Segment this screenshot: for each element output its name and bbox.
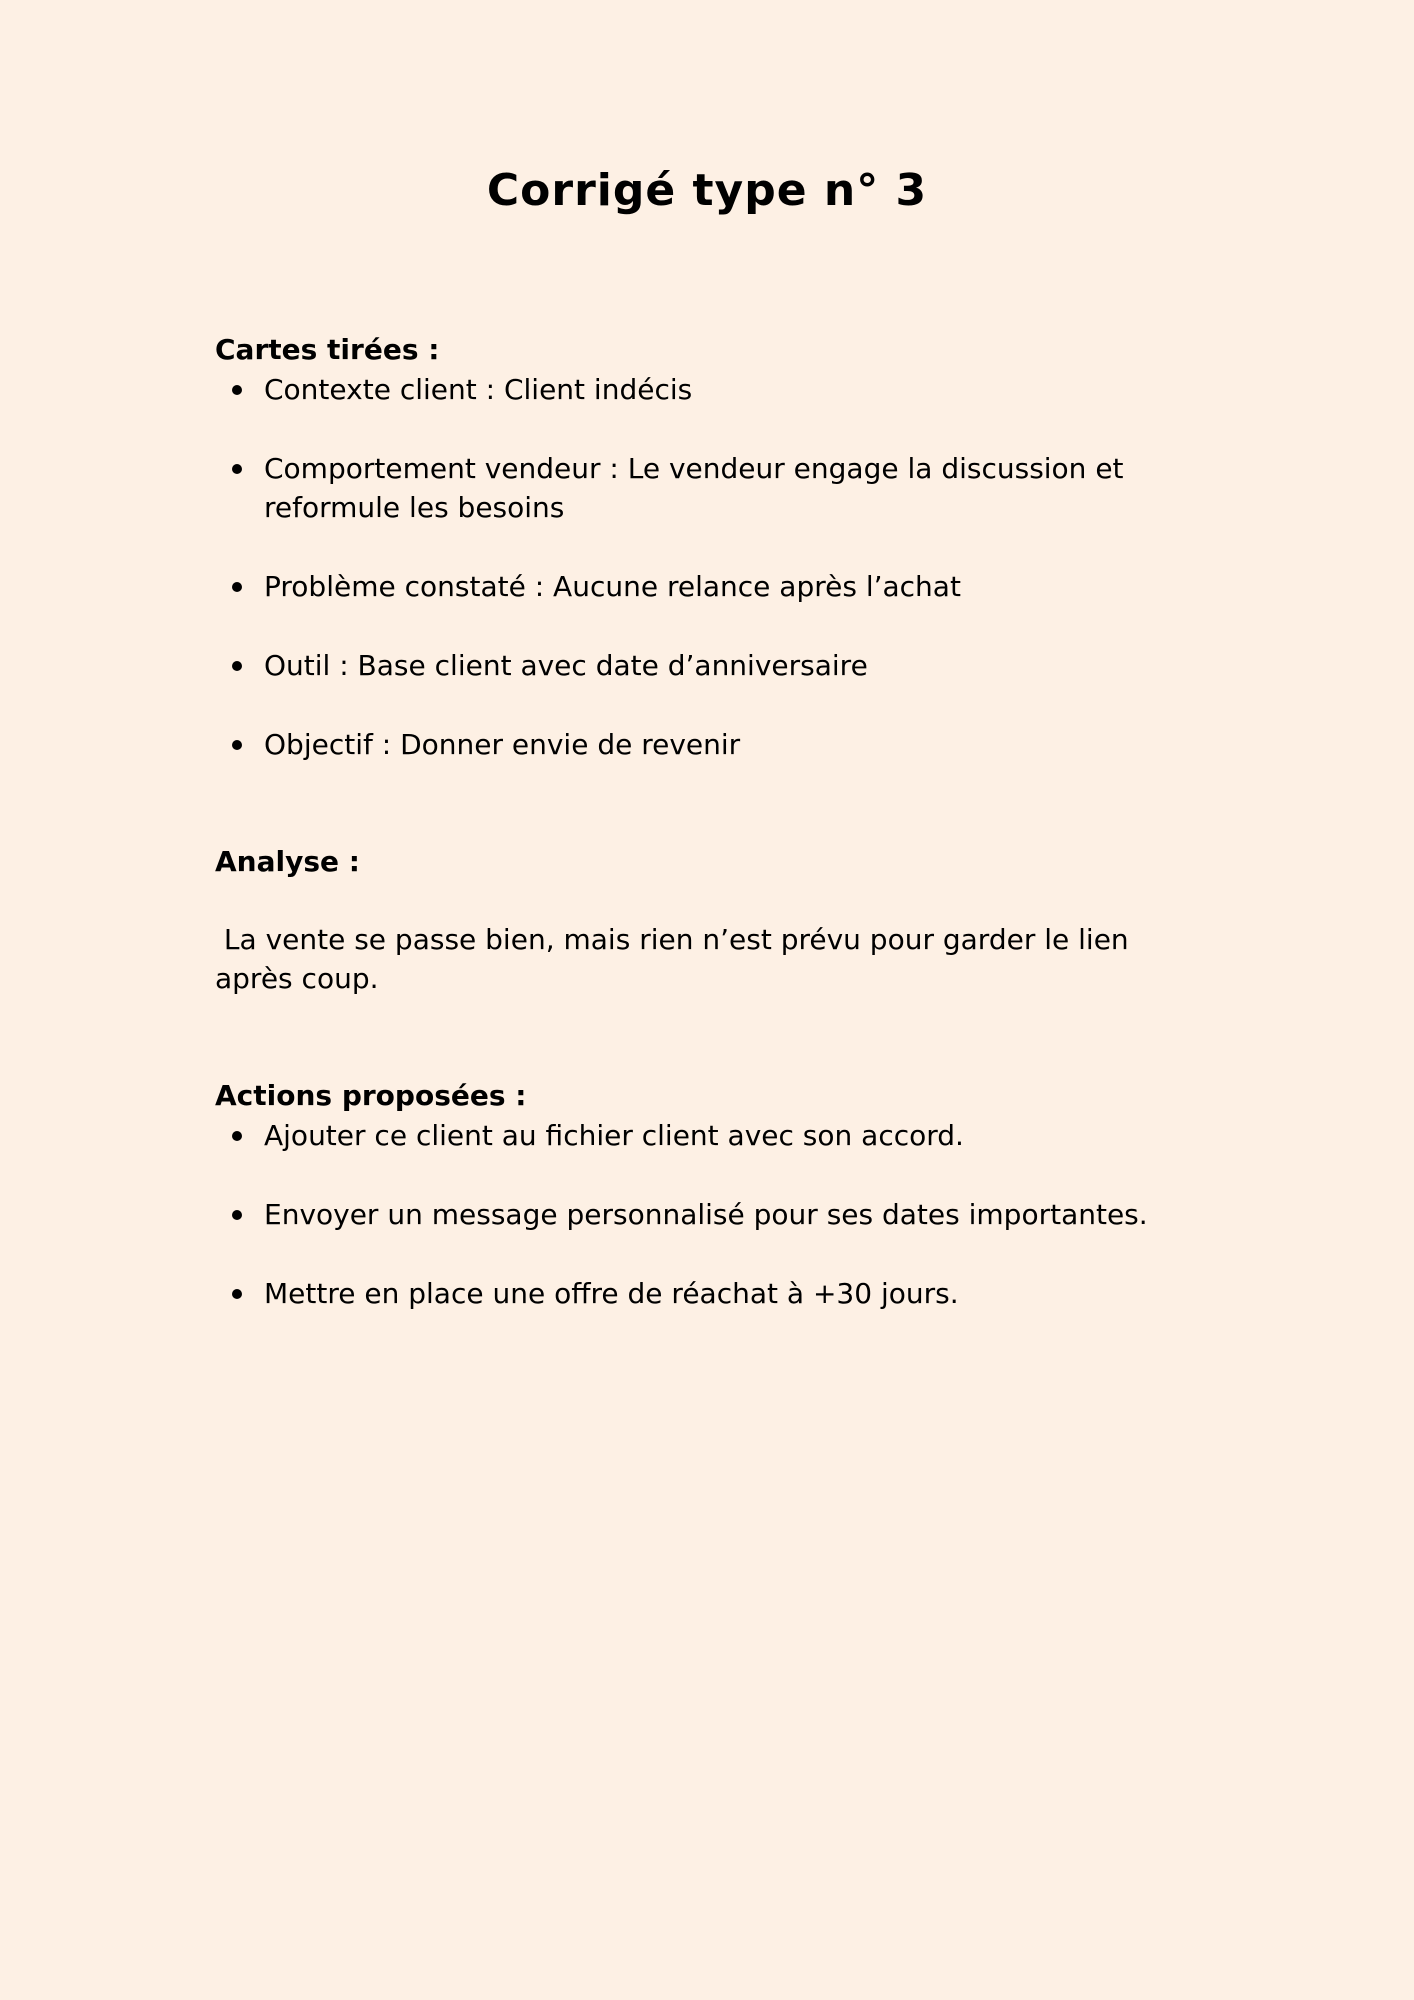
actions-heading: Actions proposées : <box>215 1079 527 1112</box>
bullet-icon <box>232 740 242 750</box>
analysis-heading: Analyse : <box>215 845 360 878</box>
list-item-text: Contexte client : Client indécis <box>264 373 693 406</box>
list-item <box>215 1195 1175 1234</box>
list-item <box>215 567 1175 606</box>
list-item-text: Outil : Base client avec date d’anniversaire <box>264 649 868 682</box>
list-item <box>215 449 1175 527</box>
list-item-text: Ajouter ce client au fichier client avec son accord. <box>264 1119 964 1152</box>
bullet-icon <box>232 464 242 474</box>
list-item <box>215 1274 1175 1313</box>
cards-list <box>215 370 1175 764</box>
bullet-icon <box>232 1289 242 1299</box>
document-body <box>215 330 1175 1313</box>
bullet-icon <box>232 1131 242 1141</box>
list-item-text: Mettre en place une offre de réachat à +30 jours. <box>264 1277 959 1310</box>
list-item-text: Comportement vendeur : Le vendeur engage la discussion et reformule les besoins <box>264 452 1124 524</box>
bullet-icon <box>232 661 242 671</box>
analysis-text: La vente se passe bien, mais rien n’est prévu pour garder le lien après coup. <box>215 923 1138 995</box>
list-item-text: Problème constaté : Aucune relance après l’achat <box>264 570 961 603</box>
bullet-icon <box>232 582 242 592</box>
actions-section <box>215 1076 1175 1313</box>
list-item <box>215 1116 1175 1155</box>
list-item-text: Objectif : Donner envie de revenir <box>264 728 741 761</box>
analysis-section <box>215 842 1175 998</box>
list-item <box>215 370 1175 409</box>
bullet-icon <box>232 1210 242 1220</box>
actions-list <box>215 1116 1175 1313</box>
list-item <box>215 725 1175 764</box>
bullet-icon <box>232 385 242 395</box>
list-item <box>215 646 1175 685</box>
cards-section <box>215 330 1175 764</box>
page-title: Corrigé type n° 3 <box>486 165 928 216</box>
cards-heading: Cartes tirées : <box>215 333 440 366</box>
list-item-text: Envoyer un message personnalisé pour ses dates importantes. <box>264 1198 1148 1231</box>
